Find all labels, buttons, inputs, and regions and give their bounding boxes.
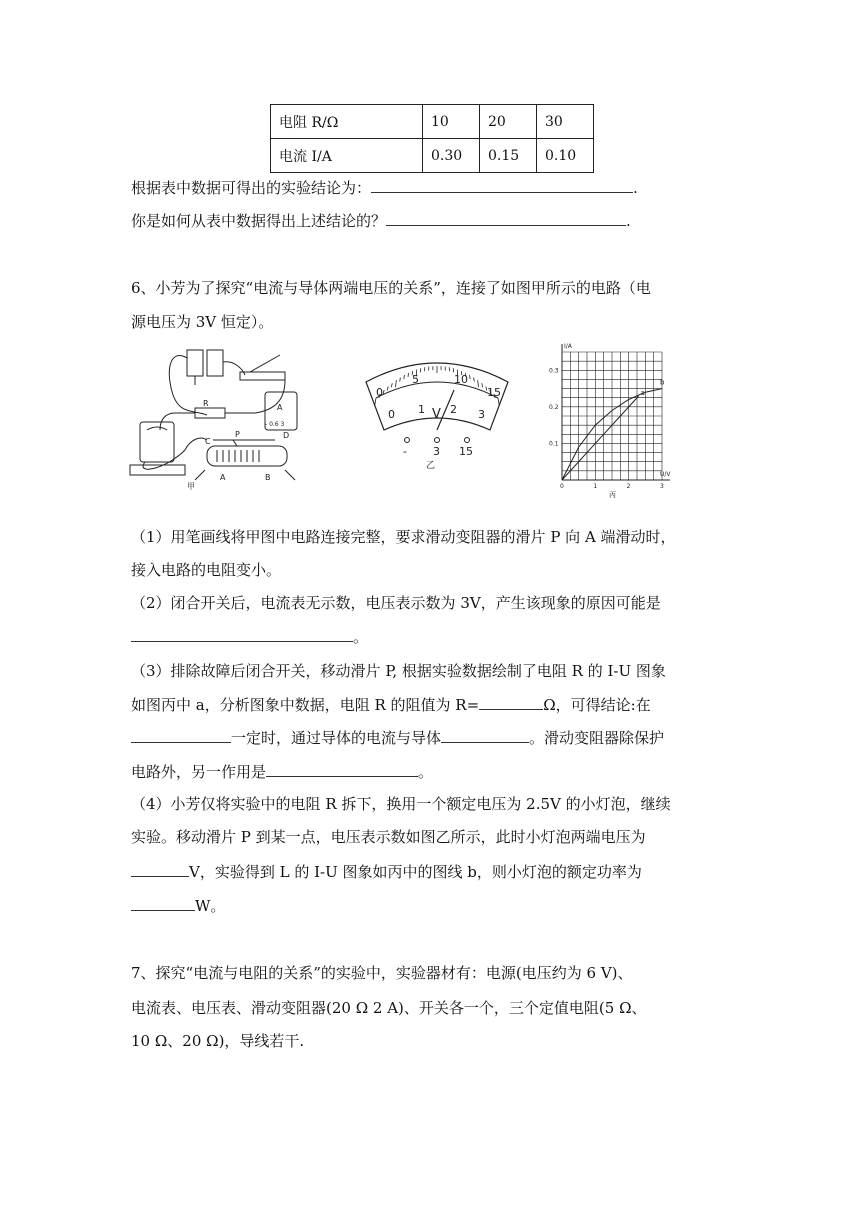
dial-tick [396, 380, 397, 387]
q6-part4-text: W。 [195, 897, 226, 915]
terminal-15: 15 [459, 445, 473, 458]
q7-line-2: 电流表、电压表、滑动变阻器(20 Ω 2 A)、开关各一个，三个定值电阻(5 Ω、 [131, 999, 647, 1017]
answer-blank[interactable] [386, 210, 626, 226]
y-tick-label: 0.1 [549, 440, 559, 448]
label-d: D [283, 431, 290, 440]
q6-part3-text: 如图丙中 a，分析图象中数据，电阻 R 的阻值为 R= [131, 696, 480, 714]
q6-part3-text: 。滑动变阻器除保护 [529, 729, 665, 747]
q6-part3-text: 电路外，另一作用是 [131, 763, 267, 781]
x-tick-label: 3 [660, 483, 664, 490]
q6-part4-line-3 [131, 861, 642, 882]
dial-tick [387, 386, 388, 390]
terminal-3: 3 [433, 445, 440, 458]
dial-tick [470, 375, 471, 379]
answer-blank[interactable] [371, 177, 633, 193]
x-tick-label: 2 [626, 483, 631, 490]
answer-blank[interactable] [131, 895, 195, 911]
y-axis-label: I/A [564, 343, 572, 350]
unit-v: V [432, 407, 441, 422]
answer-blank[interactable] [441, 727, 529, 743]
top-scale-15: 15 [487, 386, 501, 399]
bottom-scale-3: 3 [478, 408, 485, 421]
resistance-current-table [270, 104, 594, 173]
q6-part4-line-4 [131, 895, 225, 916]
table-header-current: 电流 I/A [271, 139, 423, 173]
table-row [271, 105, 594, 139]
figure-label-bing: 丙 [609, 491, 616, 499]
q6-part2-line-1: （2）闭合开关后，电流表无示数，电压表示数为 3V，产生该现象的原因可能是 [131, 594, 661, 612]
figure-label-jia: 甲 [187, 482, 195, 490]
q7-line-1: 7、探究“电流与电阻的关系”的实验中，实验器材有：电源(电压约为 6 V)、 [131, 964, 633, 982]
q6-part4-line-1: （4）小芳仅将实验中的电阻 R 拆下，换用一个额定电压为 2.5V 的小灯泡，继续 [131, 795, 671, 813]
series-label-b: b [660, 378, 665, 387]
table-row [271, 139, 594, 173]
dial-tick [498, 398, 499, 405]
q6-intro-line-1: 6、小芳为了探究“电流与导体两端电压的关系”，连接了如图甲所示的电路（电 [131, 279, 651, 297]
q6-part3-text: 一定时，通过导体的电流与导体 [231, 729, 442, 747]
x-tick-label: 1 [593, 483, 598, 490]
battery-1 [187, 350, 203, 376]
dial-tick [482, 383, 483, 387]
voltmeter [140, 422, 174, 462]
bottom-scale-2: 2 [450, 403, 457, 416]
ammeter-letter: A [277, 403, 283, 412]
x-tick-label: 0 [560, 483, 564, 490]
period: . [633, 179, 638, 197]
y-tick-label: 0.3 [549, 367, 559, 375]
answer-blank[interactable] [479, 694, 543, 710]
q5-method-text: 你是如何从表中数据得出上述结论的？ [131, 212, 387, 230]
period: 。 [418, 763, 434, 781]
q6-part4-text: V，实验得到 L 的 I-U 图象如丙中的图线 b，则小灯泡的额定功率为 [189, 863, 642, 881]
y-tick-label: 0.2 [549, 403, 559, 411]
label-p: P [235, 430, 240, 439]
q6-part3-text: Ω，可得结论:在 [543, 696, 651, 714]
answer-blank[interactable] [131, 861, 189, 877]
q6-part4-line-2: 实验。移动滑片 P 到某一点，电压表示数如图乙所示，此时小灯泡两端电压为 [131, 828, 646, 846]
period: 。 [353, 628, 369, 646]
q6-part3-line-2 [131, 694, 651, 715]
label-c: C [205, 437, 211, 446]
terminal-neg: - [403, 445, 407, 458]
q6-part1-line-2: 接入电路的电阻变小。 [131, 561, 282, 579]
q6-part3-line-4 [131, 761, 433, 782]
table-cell: 30 [537, 105, 594, 139]
top-scale-5: 5 [412, 373, 419, 386]
dial-tick [391, 383, 392, 387]
table-cell: 10 [423, 105, 480, 139]
table-cell: 0.10 [537, 139, 594, 173]
circuit-diagram [125, 340, 305, 490]
label-a: A [220, 473, 226, 482]
q6-intro-line-2: 源电压为 3V 恒定）。 [131, 313, 274, 331]
top-scale-0: 0 [376, 386, 383, 399]
q5-method-line [131, 210, 631, 231]
q6-part1-line-1: （1）用笔画线将甲图中电路连接完整，要求滑动变阻器的滑片 P 向 A 端滑动时， [131, 528, 676, 546]
dial-tick [474, 378, 475, 382]
q5-conclusion-text: 根据表中数据可得出的实验结论为： [131, 179, 372, 197]
dial-tick [408, 373, 409, 377]
period: . [626, 212, 631, 230]
q6-part2-line-2 [131, 626, 368, 647]
answer-blank[interactable] [131, 727, 231, 743]
answer-blank[interactable] [266, 761, 418, 777]
q6-part3-line-1: （3）排除故障后闭合开关，移动滑片 P, 根据实验数据绘制了电阻 R 的 I-U 图象 [131, 662, 666, 680]
q7-line-3: 10 Ω、20 Ω)，导线若干. [131, 1032, 305, 1050]
label-b: B [265, 473, 271, 482]
q6-part3-line-3 [131, 727, 664, 748]
table-header-resistance: 电阻 R/Ω [271, 105, 423, 139]
ammeter-scale: - 0.6 3 [265, 421, 285, 428]
series-line-a [562, 396, 639, 480]
bottom-scale-0: 0 [388, 408, 395, 421]
voltmeter-dial [362, 352, 512, 470]
label-r: R [203, 399, 209, 408]
dial-tick [400, 378, 401, 382]
answer-blank[interactable] [131, 626, 353, 642]
x-axis-label: U/V [660, 471, 671, 478]
battery-2 [207, 350, 223, 376]
dial-tick [375, 398, 376, 405]
table-cell: 0.15 [480, 139, 537, 173]
q5-conclusion-line [131, 177, 638, 198]
figure-label-yi: 乙 [426, 461, 436, 470]
dial-tick [404, 375, 405, 379]
bottom-scale-1: 1 [418, 403, 425, 416]
dial-tick [383, 390, 384, 394]
iu-graph [540, 340, 680, 500]
series-label-a: a [640, 388, 645, 397]
dial-tick [478, 380, 479, 387]
table-cell: 20 [480, 105, 537, 139]
top-scale-10: 10 [454, 373, 468, 386]
table-cell: 0.30 [423, 139, 480, 173]
